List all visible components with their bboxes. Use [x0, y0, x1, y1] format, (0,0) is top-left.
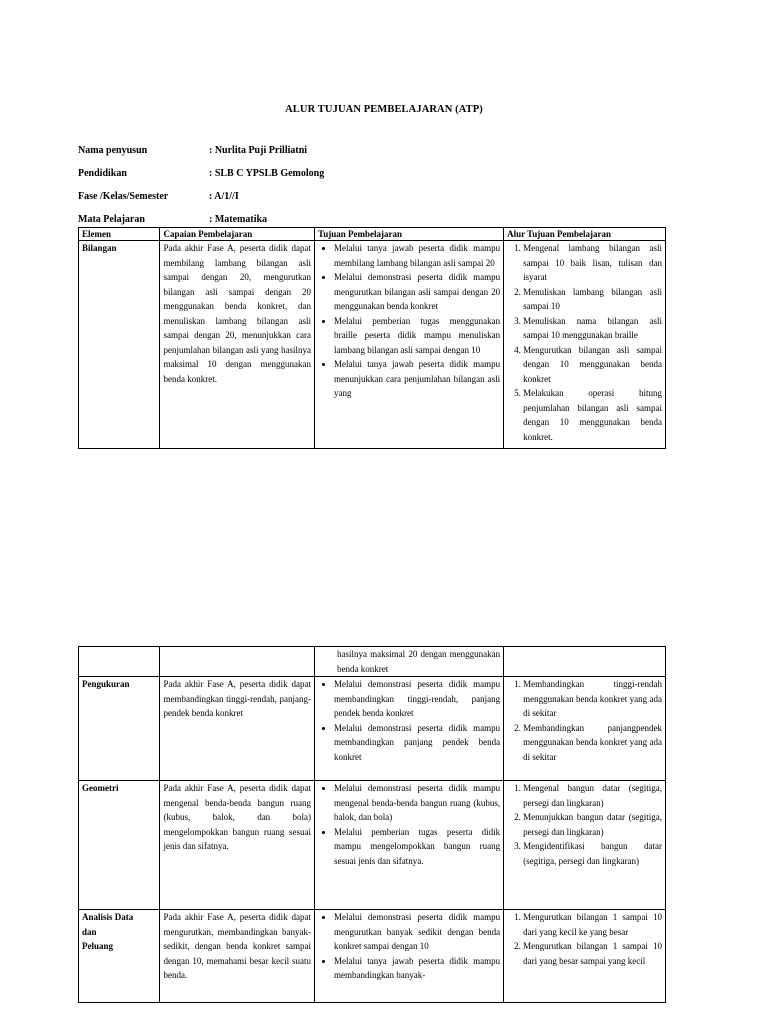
- list-item: 4. Mengurutkan bilangan asli sampai dengan 10 menggunakan benda konkret: [523, 343, 662, 387]
- meta-label: Pendidikan: [78, 168, 127, 179]
- list-item: • Melalui pemberian tugas menggunakan braille peserta didik mampu menuliskan lambang bilangan asli sampai dengan 10: [334, 314, 500, 358]
- header-elemen: Elemen: [79, 228, 160, 241]
- list-item: 2. Menunjukkan bangun datar (segitiga, persegi dan lingkaran): [523, 810, 662, 839]
- header-capaian: Capaian Pembelajaran: [160, 228, 315, 241]
- alur-cell: [504, 647, 666, 677]
- meta-value: : A/1//I: [209, 191, 239, 202]
- atp-table-part1: [78, 227, 666, 449]
- list-item: • Melalui tanya jawab peserta didik mampu membilang lambang bilangan asli sampai 20: [334, 241, 500, 270]
- list-item: 1. Mengenal bangun datar (segitiga, persegi dan lingkaran): [523, 781, 662, 810]
- list-item: 2. Menuliskan lambang bilangan asli sampai 10: [523, 285, 662, 314]
- list-item: • Melalui demonstrasi peserta didik mampu membandingkan panjang pendek benda konkret: [334, 721, 500, 765]
- list-item: 2. Mengurutkan bilangan 1 sampai 10 dari yang besar sampai yang kecil: [523, 939, 662, 968]
- table-row: [79, 781, 666, 910]
- header-alur: Alur Tujuan Pembelajaran: [504, 228, 666, 241]
- table-row: [79, 241, 666, 449]
- table-row-continuation: [79, 647, 666, 677]
- list-item: 1. Mengenal lambang bilangan asli sampai 10 baik lisan, tulisan dan isyarat: [523, 241, 662, 285]
- elemen-cell: [79, 910, 160, 1003]
- capaian-cell: Pada akhir Fase A, peserta didik dapat membilang lambang bilangan asli sampai dengan 20, mengurutkan bilangan asli sampai dengan 20 menggunakan benda konkret, dan menuliskan lambang bilangan asli sampai dengan 20, menunjukkan cara penjumlahan bilangan asli yang hasilnya maksimal 10 dengan menggunakan benda konkret.: [160, 241, 315, 449]
- list-item: 1. Mengurutkan bilangan 1 sampai 10 dari yang kecil ke yang besar: [523, 910, 662, 939]
- header-tujuan: Tujuan Pembelajaran: [315, 228, 504, 241]
- list-item: • Melalui demonstrasi peserta didik mampu mengurutkan banyak sedikit dengan benda konkret sampai dengan 10: [334, 910, 500, 954]
- tujuan-cell: [315, 910, 504, 1003]
- alur-cell: [504, 241, 666, 449]
- elemen-line: Analisis Data: [82, 912, 134, 922]
- page-title: ALUR TUJUAN PEMBELAJARAN (ATP): [285, 104, 483, 115]
- table-row: [79, 677, 666, 781]
- list-item: 3. Menuliskan nama bilangan asli sampai 10 menggunakan braille: [523, 314, 662, 343]
- meta-row-phase: [78, 191, 324, 214]
- tujuan-cell: [315, 781, 504, 910]
- tujuan-cell: [315, 647, 504, 677]
- elemen-cell: Bilangan: [79, 241, 160, 449]
- meta-value: : Matematika: [209, 214, 268, 225]
- list-item: • Melalui tanya jawab peserta didik mampu membandingkan banyak-: [334, 954, 500, 983]
- list-item: 3. Mengidentifikasi bangun datar (segitiga, persegi dan lingkaran): [523, 839, 662, 868]
- meta-value: : Nurlita Puji Prilliatni: [209, 145, 308, 156]
- list-item: • Melalui tanya jawab peserta didik mampu menunjukkan cara penjumlahan bilangan asli yang: [334, 357, 500, 401]
- meta-label: Fase /Kelas/Semester: [78, 191, 169, 202]
- tujuan-cell: [315, 241, 504, 449]
- list-item: 5. Melakukan operasi hitung penjumlahan bilangan asli sampai dengan 10 menggunakan benda konkret.: [523, 386, 662, 444]
- table-row: [79, 910, 666, 1003]
- elemen-cell: [79, 647, 160, 677]
- elemen-cell: Geometri: [79, 781, 160, 910]
- meta-row-author: [78, 145, 324, 168]
- meta-label: Mata Pelajaran: [78, 214, 145, 225]
- meta-label: Nama penyusun: [78, 145, 148, 156]
- list-item: • Melalui demonstrasi peserta didik mampu membandingkan tinggi-rendah, panjang pendek benda konkret: [334, 677, 500, 721]
- document-meta: [78, 145, 324, 237]
- elemen-line: dan: [82, 926, 97, 937]
- meta-row-school: [78, 168, 324, 191]
- list-item: • Melalui pemberian tugas peserta didik mampu mengelompokkan bangun ruang sesuai jenis dan sifatnya.: [334, 825, 500, 869]
- list-item: • Melalui demonstrasi peserta didik mampu mengenal benda-benda bangun ruang (kubus, balok, dan bola): [334, 781, 500, 825]
- capaian-cell: Pada akhir Fase A, peserta didik dapat mengenal benda-benda bangun ruang (kubus, balok, dan bola) mengelompokkan bangun ruang sesuai jenis dan sifatnya.: [160, 781, 315, 910]
- capaian-cell: Pada akhir Fase A, peserta didik dapat membandingkan tinggi-rendah, panjang-pendek benda konkret: [160, 677, 315, 781]
- capaian-cell: Pada akhir Fase A, peserta didik dapat mengurutkan, membandingkan banyak-sedikit, dengan benda konkret sampai dengan 10, memahami besar kecil suatu benda.: [160, 910, 315, 1003]
- tujuan-cell: [315, 677, 504, 781]
- list-item: 1. Membandingkan tinggi-rendah menggunakan benda konkret yang ada di sekitar: [523, 677, 662, 721]
- alur-cell: [504, 910, 666, 1003]
- elemen-line: Peluang: [82, 941, 114, 951]
- capaian-cell: [160, 647, 315, 677]
- list-item: 2. Membandingkan panjangpendek menggunakan benda konkret yang ada di sekitar: [523, 721, 662, 765]
- meta-value: : SLB C YPSLB Gemolong: [209, 168, 325, 179]
- alur-cell: [504, 677, 666, 781]
- table-header-row: [79, 228, 666, 241]
- alur-cell: [504, 781, 666, 910]
- list-item: • Melalui demonstrasi peserta didik mampu mengurutkan bilangan asli sampai dengan 20 menggunakan benda konkret: [334, 270, 500, 314]
- atp-table-part2: [78, 646, 666, 1003]
- elemen-cell: Pengukuran: [79, 677, 160, 781]
- continued-text: hasilnya maksimal 20 dengan menggunakan benda konkret: [337, 649, 501, 674]
